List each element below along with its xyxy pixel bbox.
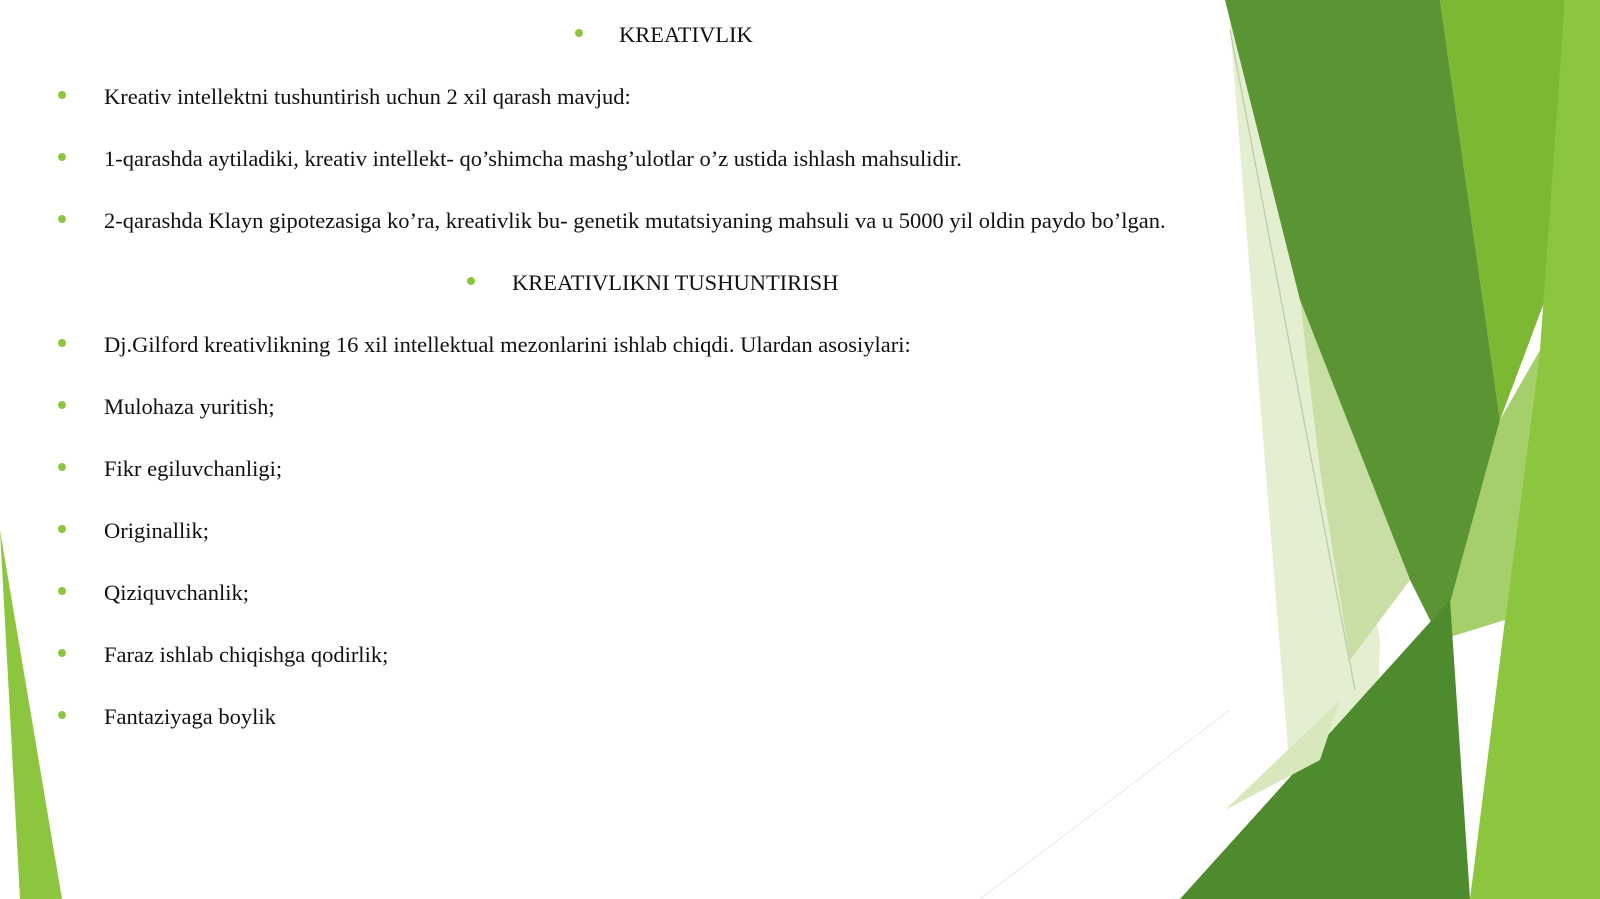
list-item-text: Mulohaza yuritish; [104,394,275,419]
bullet-icon [58,401,66,409]
list-item [0,697,1300,737]
list-item-text: Fikr egiluvchanligi; [104,456,283,481]
list-item [0,201,1300,241]
heading-kreativlik [0,15,1300,55]
facet-thin-line-2 [980,710,1230,899]
list-item-text: Faraz ishlab chiqishga qodirlik; [104,642,389,667]
heading-text: KREATIVLIKNI TUSHUNTIRISH [512,270,839,295]
bullet-icon [58,587,66,595]
heading-text: KREATIVLIK [619,22,753,47]
list-item-text: Dj.Gilford kreativlikning 16 xil intellektual mezonlarini ishlab chiqdi. Ulardan asosiylari: [104,332,911,357]
list-item [0,449,1300,489]
bullet-icon [575,29,583,37]
list-item-text: 1-qarashda aytiladiki, kreativ intellekt- qo’shimcha mashg’ulotlar o’z ustida ishlash mahsulidir. [104,146,962,171]
list-item-text: Originallik; [104,518,209,543]
bullet-icon [58,339,66,347]
bullet-icon [58,463,66,471]
bullet-icon [58,153,66,161]
list-item [0,77,1300,117]
list-item [0,635,1300,675]
bullet-icon [58,649,66,657]
list-item [0,325,1300,365]
list-item-text: Fantaziyaga boylik [104,704,276,729]
bullet-icon [58,215,66,223]
list-item-text: Kreativ intellektni tushuntirish uchun 2 xil qarash mavjud: [104,84,631,109]
list-item-text: Qiziquvchanlik; [104,580,249,605]
bullet-icon [58,91,66,99]
list-item [0,139,1300,179]
bullet-icon [58,711,66,719]
heading-kreativlikni-tushuntirish [0,263,1300,303]
list-item [0,387,1300,427]
bullet-icon [58,525,66,533]
list-item-text: 2-qarashda Klayn gipotezasiga ko’ra, kreativlik bu- genetik mutatsiyaning mahsuli va u 5000 yil oldin paydo bo’lgan. [104,208,1166,233]
list-item [0,573,1300,613]
list-item [0,511,1300,551]
bullet-icon [467,277,475,285]
